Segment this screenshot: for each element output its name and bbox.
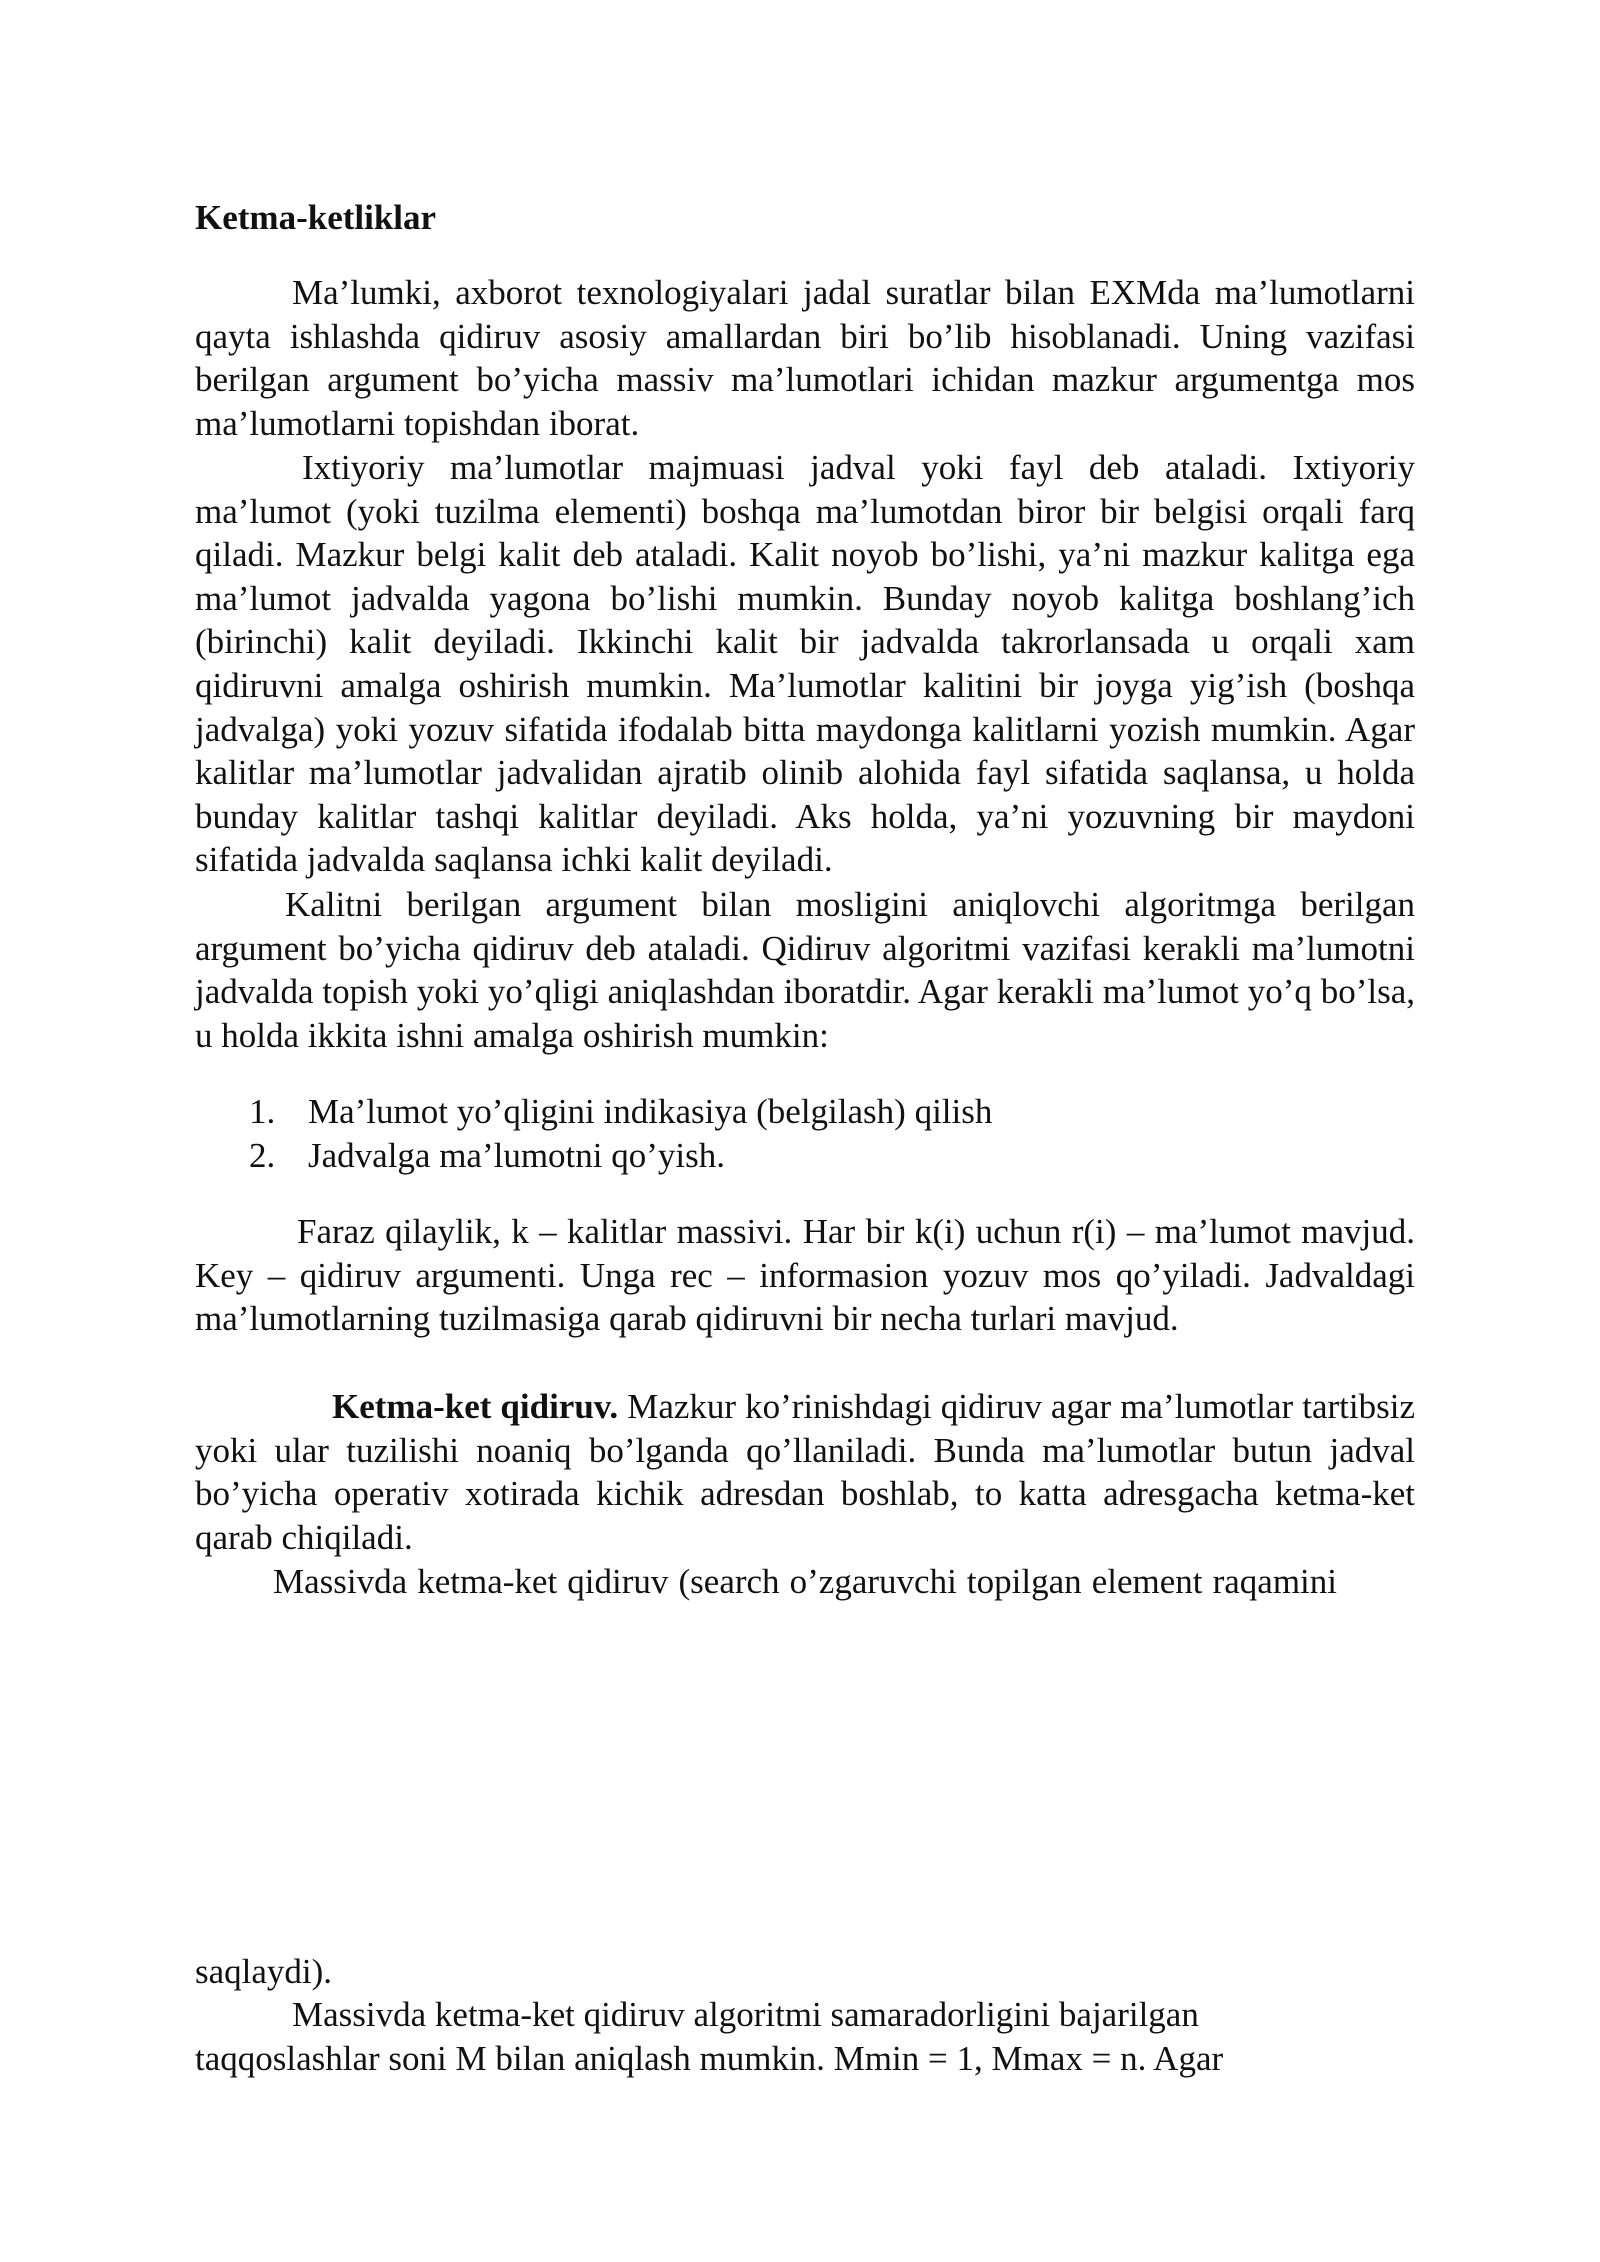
list-item: [195, 1090, 1415, 1134]
paragraph-sequential-search-text: Mazkur ko’rinishdagi qidiruv agar ma’lumotlar tartibsiz yoki ular tuzilishi noaniq bo’lganda qo’llaniladi. Bunda ma’lumotlar butun jadval bo’yicha operativ xotirada kichik adresdan boshlab, to katta adresgacha ketma-ket qarab chiqiladi.: [195, 1387, 1416, 1557]
paragraph-sequential-search: [195, 1385, 1415, 1559]
options-list: [195, 1090, 1415, 1177]
list-text: Ma’lumot yo’qligini indikasiya (belgilash) qilish: [308, 1092, 993, 1131]
paragraph-array-search-line1: Massivda ketma-ket qidiruv (search o’zgaruvchi topilgan element raqamini: [273, 1562, 1337, 1601]
paragraph-search-definition: Kalitni berilgan argument bilan mosligini aniqlovchi algoritmga berilgan argument bo’yicha qidiruv deb ataladi. Qidiruv algoritmi vazifasi kerakli ma’lumotni jadvalda topish yoki yo’qligi aniqlashdan iboratdir. Agar kerakli ma’lumot yo’q bo’lsa, u holda ikkita ishni amalga oshirish mumkin:: [195, 885, 1415, 1055]
section-title: Ketma-ketliklar: [195, 198, 437, 237]
paragraph-efficiency-line1: Massivda ketma-ket qidiruv algoritmi samaradorligini bajarilgan: [292, 1995, 1199, 2034]
paragraph-array-search-line2: saqlaydi).: [195, 1952, 333, 1991]
paragraph-assumption: Faraz qilaylik, k – kalitlar massivi. Har bir k(i) uchun r(i) – ma’lumot mavjud. Key – qidiruv argumenti. Unga rec – informasion yozuv mos qo’yiladi. Jadvaldagi ma’lumotlarning tuzilmasiga qarab qidiruvni bir necha turlari mavjud.: [195, 1212, 1415, 1339]
term-sequential-search: Ketma-ket qidiruv.: [332, 1387, 619, 1426]
paragraph-keys: Ixtiyoriy ma’lumotlar majmuasi jadval yoki fayl deb ataladi. Ixtiyoriy ma’lumot (yoki tuzilma elementi) boshqa ma’lumotdan biror bir belgisi orqali farq qiladi. Mazkur belgi kalit deb ataladi. Kalit noyob bo’lishi, ya’ni mazkur kalitga ega ma’lumot jadvalda yagona bo’lishi mumkin. Bunday noyob kalitga boshlang’ich (birinchi) kalit deyiladi. Ikkinchi kalit bir jadvalda takrorlansada u orqali xam qidiruvni amalga oshirish mumkin. Ma’lumotlar kalitini bir joyga yig’ish (boshqa jadvalga) yoki yozuv sifatida ifodalab bitta maydonga kalitlarni yozish mumkin. Agar kalitlar ma’lumotlar jadvalidan ajratib olinib alohida fayl sifatida saqlansa, u holda bunday kalitlar tashqi kalitlar deyiladi. Aks holda, ya’ni yozuvning bir maydoni sifatida jadvalda saqlansa ichki kalit deyiladi.: [195, 448, 1415, 880]
list-item: [195, 1134, 1415, 1178]
document-page: [195, 0, 1415, 2262]
paragraph-intro: Ma’lumki, axborot texnologiyalari jadal suratlar bilan EXMda ma’lumotlarni qayta ishlashda qidiruv asosiy amallardan biri bo’lib hisoblanadi. Uning vazifasi berilgan argument bo’yicha massiv ma’lumotlari ichidan mazkur argumentga mos ma’lumotlarni topishdan iborat.: [195, 273, 1415, 443]
list-text: Jadvalga ma’lumotni qo’yish.: [308, 1135, 726, 1175]
paragraph-efficiency-line2: taqqoslashlar soni M bilan aniqlash mumkin. Mmin = 1, Mmax = n. Agar: [195, 2039, 1224, 2078]
list-number: 2.: [249, 1135, 276, 1175]
list-number: 1.: [249, 1092, 276, 1131]
